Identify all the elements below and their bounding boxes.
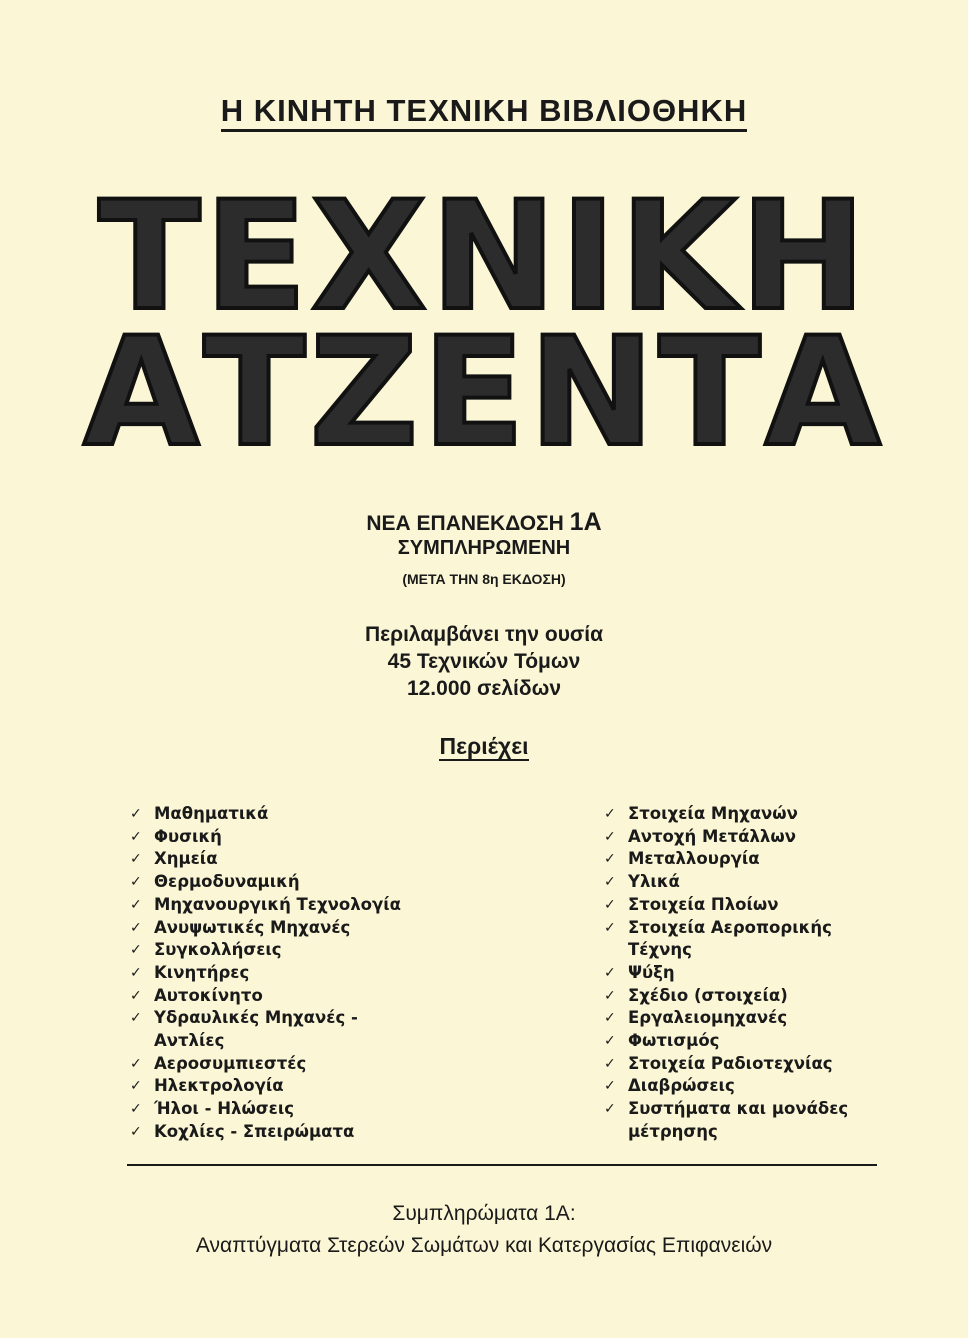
check-icon: ✓	[604, 1101, 616, 1118]
contents-item	[604, 826, 864, 849]
contents-item	[604, 939, 864, 962]
check-icon: ✓	[130, 919, 142, 936]
contents-item-label: Υδραυλικές Μηχανές -	[154, 1008, 358, 1028]
summary-line-3: 12.000 σελίδων	[406, 677, 562, 700]
check-icon: ✓	[130, 987, 142, 1004]
contents-item-label: Κοχλίες - Σπειρώματα	[154, 1121, 355, 1141]
contents-item	[130, 826, 460, 849]
contents-item-label: μέτρησης	[628, 1121, 718, 1141]
contents-item-label: Τέχνης	[628, 940, 692, 960]
series-title-text: Η ΚΙΝΗΤΗ ΤΕΧΝΙΚΗ ΒΙΒΛΙΟΘΗΚΗ	[221, 93, 747, 132]
check-icon: ✓	[130, 806, 142, 822]
check-icon: ✓	[604, 1033, 616, 1050]
contents-item	[130, 1007, 460, 1030]
contents-item-label: Αντλίες	[154, 1031, 225, 1051]
check-icon: ✓	[604, 828, 616, 845]
contents-item-label: Στοιχεία Αεροπορικής	[628, 917, 832, 937]
contents-item-label: Αεροσυμπιεστές	[154, 1053, 307, 1073]
main-title-line-2: ΑΤΖΕΝΤΑ	[83, 306, 885, 480]
contents-item	[604, 871, 864, 894]
contents-item	[604, 803, 864, 826]
contents-item-label: Υλικά	[628, 872, 680, 892]
contents-item	[130, 894, 460, 917]
contents-item-label: Στοιχεία Ραδιοτεχνίας	[628, 1053, 833, 1073]
check-icon: ✓	[604, 896, 616, 913]
contents-heading-text: Περιέχει	[439, 733, 529, 759]
contents-item	[130, 939, 460, 962]
check-icon: ✓	[604, 987, 616, 1004]
contents-item	[604, 1030, 864, 1053]
check-icon: ✓	[130, 1010, 142, 1027]
contents-item	[130, 1121, 460, 1144]
contents-item	[130, 962, 460, 985]
check-icon: ✓	[130, 942, 142, 959]
contents-item	[130, 1098, 460, 1121]
contents-item	[604, 1007, 864, 1030]
contents-item-label: Ηλεκτρολογία	[154, 1076, 284, 1096]
contents-item	[130, 803, 460, 826]
edition-note: (ΜΕΤΑ ΤΗΝ 8η ΕΚΔΟΣΗ)	[402, 571, 566, 587]
contents-item-label: Ανυψωτικές Μηχανές	[154, 917, 351, 937]
edition-number: 1A	[569, 508, 602, 536]
check-icon: ✓	[130, 964, 142, 981]
contents-item	[604, 962, 864, 985]
contents-item	[604, 848, 864, 871]
edition-line	[0, 508, 968, 537]
supplement-title: Συμπληρώματα 1Α:	[392, 1202, 576, 1225]
contents-item-label: Συστήματα και μονάδες	[628, 1099, 849, 1119]
contents-item-label: Φυσική	[154, 826, 222, 846]
series-title	[0, 93, 968, 129]
main-title-line-1: ΤΕΧΝΙΚΗ	[98, 170, 870, 344]
check-icon: ✓	[130, 1055, 142, 1072]
contents-item	[604, 1098, 864, 1121]
contents-item-label: Χημεία	[154, 849, 218, 869]
contents-item-label: Μεταλλουργία	[628, 849, 760, 869]
check-icon: ✓	[130, 1101, 142, 1118]
summary-line-1: Περιλαμβάνει την ουσία	[364, 623, 604, 646]
check-icon: ✓	[604, 964, 616, 981]
contents-item-label: Μηχανουργική Τεχνολογία	[154, 894, 401, 914]
contents-item	[130, 871, 460, 894]
contents-item	[604, 1075, 864, 1098]
contents-item-label: Κινητήρες	[154, 962, 250, 982]
contents-item	[604, 894, 864, 917]
contents-item-label: Μαθηματικά	[154, 804, 269, 823]
check-icon: ✓	[604, 806, 616, 822]
contents-item-label: Θερμοδυναμική	[154, 872, 300, 892]
contents-item-label: Ψύξη	[628, 962, 675, 982]
contents-item	[604, 917, 864, 940]
check-icon: ✓	[130, 874, 142, 891]
check-icon: ✓	[604, 1078, 616, 1095]
contents-item-label: Διαβρώσεις	[628, 1076, 735, 1096]
contents-item	[130, 1053, 460, 1076]
check-icon: ✓	[130, 1078, 142, 1095]
check-icon: ✓	[130, 828, 142, 845]
contents-list-left	[130, 803, 460, 1144]
check-icon: ✓	[604, 1010, 616, 1027]
check-icon: ✓	[604, 851, 616, 868]
check-icon: ✓	[604, 874, 616, 891]
contents-item-label: Σχέδιο (στοιχεία)	[628, 985, 788, 1005]
contents-item-label: Στοιχεία Πλοίων	[628, 894, 779, 914]
contents-item-label: Αυτοκίνητο	[154, 985, 263, 1005]
contents-list-right	[604, 803, 864, 1144]
divider-rule	[127, 1164, 877, 1166]
edition-subtitle: ΣΥΜΠΛΗΡΩΜΕΝΗ	[397, 537, 571, 559]
contents-item	[604, 1053, 864, 1076]
contents-item	[130, 1030, 460, 1053]
contents-item-label: Στοιχεία Μηχανών	[628, 804, 798, 823]
contents-item	[604, 1121, 864, 1144]
edition-label: ΝΕΑ ΕΠΑΝΕΚΔΟΣΗ	[366, 512, 564, 535]
contents-item-label: Αντοχή Μετάλλων	[628, 826, 796, 846]
contents-item	[130, 1075, 460, 1098]
check-icon: ✓	[604, 919, 616, 936]
contents-item-label: Συγκολλήσεις	[154, 940, 282, 960]
check-icon: ✓	[130, 851, 142, 868]
contents-item	[130, 917, 460, 940]
check-icon: ✓	[604, 1055, 616, 1072]
contents-heading	[0, 733, 968, 760]
contents-item	[130, 848, 460, 871]
contents-item-label: Φωτισμός	[628, 1031, 720, 1051]
summary-line-2: 45 Τεχνικών Τόμων	[387, 650, 581, 673]
check-icon: ✓	[130, 1123, 142, 1140]
contents-item-label: Εργαλειομηχανές	[628, 1008, 788, 1028]
contents-item	[130, 985, 460, 1008]
contents-item-label: Ήλοι - Ηλώσεις	[154, 1099, 295, 1119]
supplement-description: Αναπτύγματα Στερεών Σωμάτων και Κατεργασίας Επιφανειών	[195, 1234, 773, 1257]
contents-item	[604, 985, 864, 1008]
check-icon: ✓	[130, 896, 142, 913]
